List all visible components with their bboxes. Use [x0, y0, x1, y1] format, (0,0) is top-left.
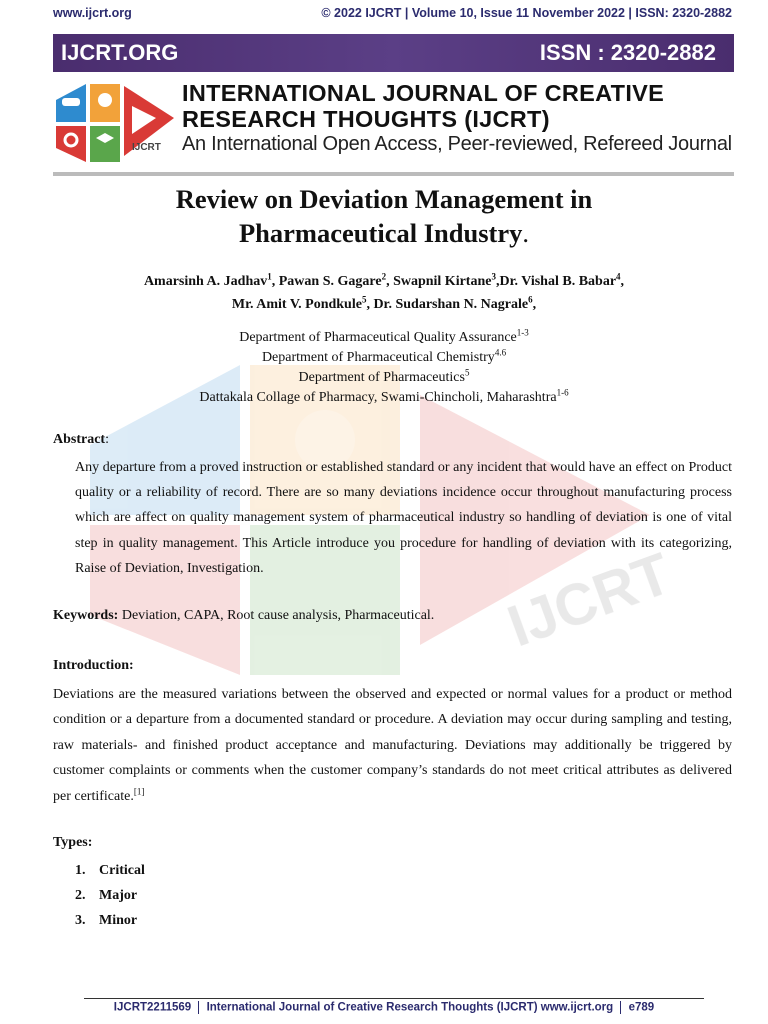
list-item: 3. Minor: [75, 913, 138, 928]
page-footer: [0, 1001, 768, 1014]
citation-ref: [1]: [133, 785, 145, 796]
affiliation: Dattakala Collage of Pharmacy, Swami-Chincholi, Maharashtra$^{1-6}$: [199, 387, 569, 405]
author: Dr. Sudarshan N. Nagrale: [373, 297, 529, 312]
author-line1: Amarsinh A. Jadhav$^1$, Pawan S. Gagare$^2$, Swapnil Kirtane$^3$,Dr. Vishal B. Babar$^4$,: [143, 271, 625, 289]
footer-rule: [84, 998, 704, 999]
issue-info: © 2022 IJCRT | Volume 10, Issue 11 November 2022 | ISSN: 2320-2882: [321, 6, 732, 20]
journal-name-line1: INTERNATIONAL JOURNAL OF CREATIVE: [182, 80, 665, 106]
types-heading: Types:: [53, 835, 93, 850]
author: Mr. Amit V. Pondkule: [231, 297, 362, 312]
list-item: 2. Major: [75, 888, 138, 903]
site-url[interactable]: www.ijcrt.org: [53, 6, 132, 20]
ijcrt-logo: [52, 78, 178, 166]
paper-id: IJCRT2211569: [113, 1001, 192, 1014]
journal-name: [182, 80, 742, 132]
title-line1: Review on Deviation Management in: [175, 184, 593, 214]
header-divider: [53, 172, 734, 176]
footer-journal[interactable]: International Journal of Creative Research Thoughts (IJCRT) www.ijcrt.org: [206, 1001, 614, 1014]
article-title: [0, 182, 768, 250]
introduction-text: Deviations are the measured variations between the observed and expected or normal values for a product or method condition or a departure from a documented standard or procedure. A deviation may occur during sampling and testing, raw materials- and finished product acceptance and manufacturing. Deviations may additionally be triggered by customer complaints or comments when the customer company’s standards do not meet critical attributes as delivered per certificate.[1]: [53, 687, 732, 804]
affiliation: Department of Pharmaceutics$^5$: [298, 367, 470, 385]
banner-issn: ISSN : 2320-2882: [539, 40, 716, 65]
keywords: [53, 608, 732, 624]
list-item: 1. Critical: [75, 863, 145, 878]
introduction-heading: Introduction:: [53, 658, 134, 673]
author: Pawan S. Gagare: [278, 274, 382, 289]
keywords-label: Keywords:: [53, 608, 119, 623]
author-line2: Mr. Amit V. Pondkule$^5$, Dr. Sudarshan N. Nagrale$^6$,: [231, 294, 537, 312]
watermark-text: IJCRT: [499, 541, 680, 660]
affiliation: Department of Pharmaceutical Chemistry$^{4.6}$: [261, 347, 507, 365]
author: Amarsinh A. Jadhav: [143, 274, 268, 289]
journal-name-line2: RESEARCH THOUGHTS (IJCRT): [182, 106, 550, 132]
title-line2: Pharmaceutical Industry.: [238, 218, 529, 248]
types-list: [75, 858, 375, 933]
affiliation: Department of Pharmaceutical Quality Assurance$^{1-3}$: [239, 327, 529, 345]
running-header: [53, 6, 732, 24]
keywords-text: Deviation, CAPA, Root cause analysis, Pharmaceutical.: [118, 608, 435, 623]
banner-site: IJCRT.ORG: [61, 40, 179, 65]
abstract-heading: Abstract:: [53, 432, 109, 447]
author: Swapnil Kirtane: [393, 274, 492, 289]
logo-text: IJCRT: [132, 142, 161, 153]
author-list: [0, 270, 768, 316]
footer-separator: [620, 1001, 621, 1014]
author: Dr. Vishal B. Babar: [499, 274, 617, 289]
journal-banner: [53, 34, 734, 72]
page-number: e789: [628, 1001, 655, 1014]
affiliations: [0, 328, 768, 408]
journal-tagline: An International Open Access, Peer-reviewed, Refereed Journal: [182, 133, 732, 155]
abstract-text: Any departure from a proved instruction or established standard or any incident that would have an effect on Product quality or a reliability of record. There are so many deviations incidence occur throughout manufacturing process which are affect on quality management system of pharmaceutical industry so handling of deviation is one of vital step in quality management. This Article introduce you procedure for handling of deviation with its categorizing, Raise of Deviation, Investigation.: [75, 460, 732, 576]
footer-separator: [198, 1001, 199, 1014]
